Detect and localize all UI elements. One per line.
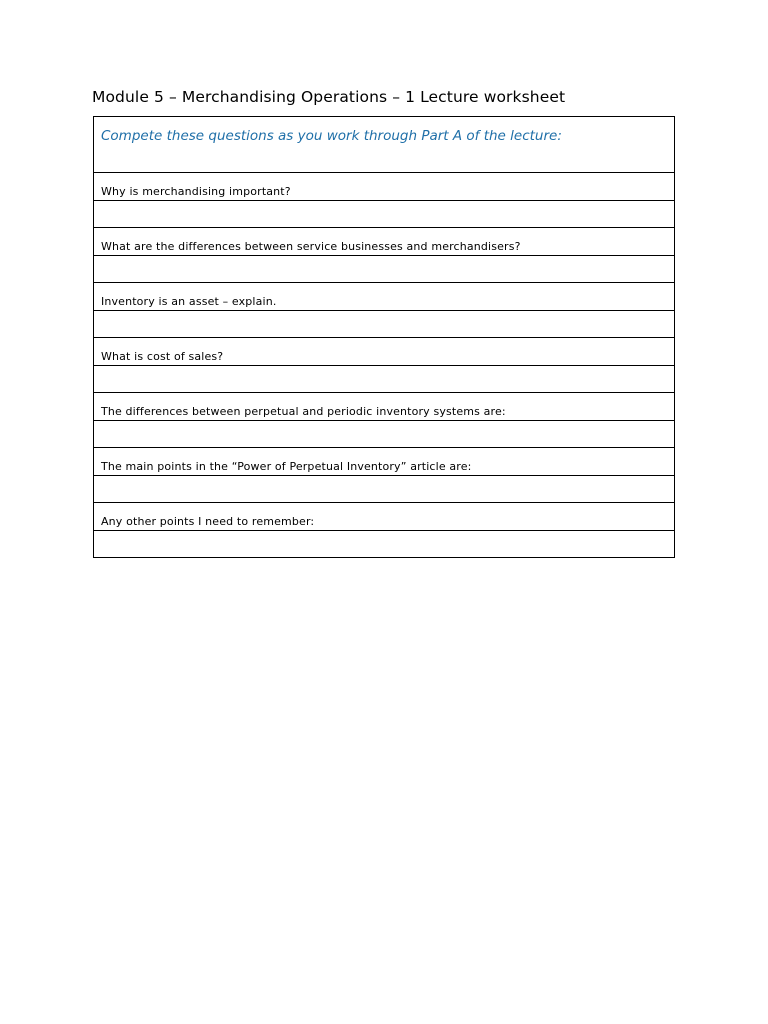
answer-box-5[interactable] (94, 421, 674, 448)
question-3: Inventory is an asset – explain. (94, 283, 674, 311)
question-6: The main points in the “Power of Perpetual Inventory” article are: (94, 448, 674, 476)
page-title: Module 5 – Merchandising Operations – 1 Lecture worksheet (92, 88, 566, 106)
question-2: What are the differences between service businesses and merchandisers? (94, 228, 674, 256)
worksheet-table (93, 116, 675, 558)
answer-box-3[interactable] (94, 311, 674, 338)
intro-instructions: Compete these questions as you work through Part A of the lecture: (94, 117, 674, 173)
answer-box-1[interactable] (94, 201, 674, 228)
question-1: Why is merchandising important? (94, 173, 674, 201)
answer-box-2[interactable] (94, 256, 674, 283)
question-5: The differences between perpetual and periodic inventory systems are: (94, 393, 674, 421)
answer-box-4[interactable] (94, 366, 674, 393)
answer-box-6[interactable] (94, 476, 674, 503)
answer-box-7[interactable] (94, 531, 674, 557)
question-7: Any other points I need to remember: (94, 503, 674, 531)
question-4: What is cost of sales? (94, 338, 674, 366)
